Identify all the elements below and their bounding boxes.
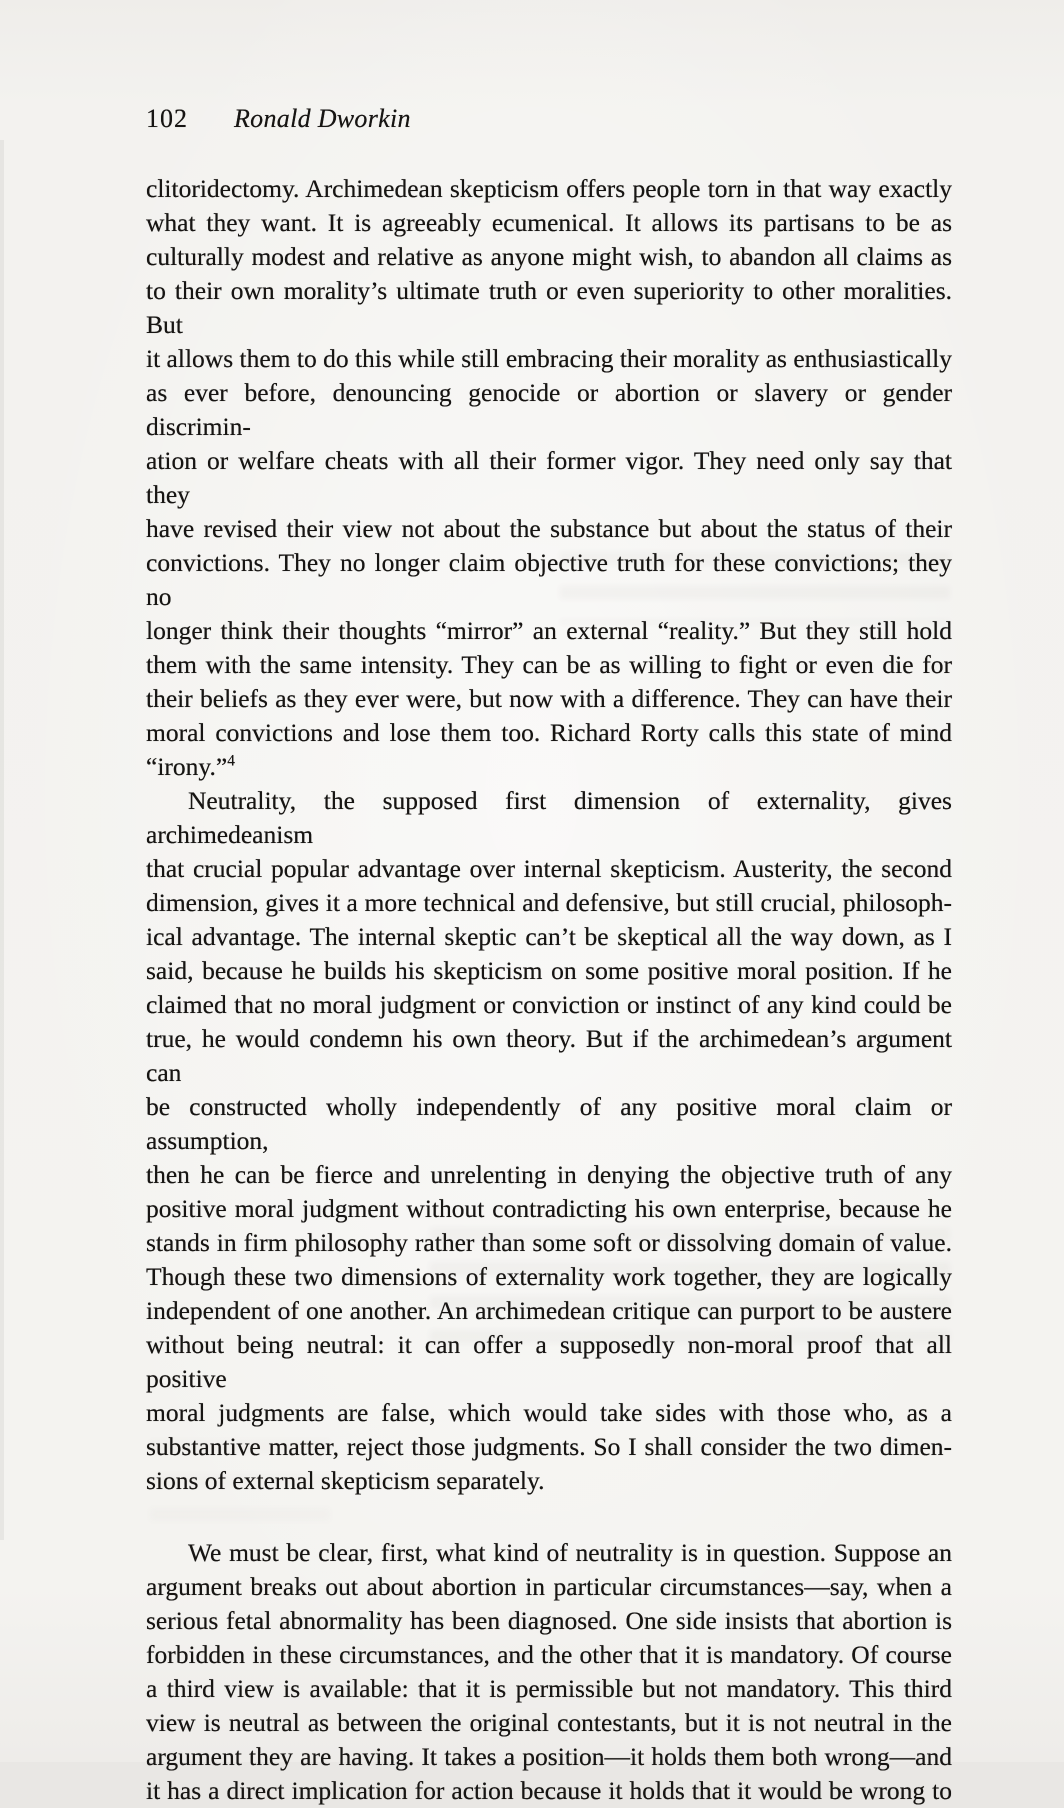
text-line: culturally modest and relative as anyone might wish, to abandon all claims as (146, 242, 952, 271)
text-line: argument they are having. It takes a position—it holds them both wrong—and (146, 1742, 952, 1771)
text-line: convictions. They no longer claim objective truth for these convictions; they no (146, 548, 952, 611)
text-line: that crucial popular advantage over internal skepticism. Austerity, the second (146, 854, 952, 883)
text-line: forbidden in these circumstances, and the other that it is mandatory. Of course (146, 1640, 952, 1669)
text-line: serious fetal abnormality has been diagnosed. One side insists that abortion is (146, 1606, 952, 1635)
text-line: true, he would condemn his own theory. But if the archimedean’s argument can (146, 1024, 952, 1087)
paragraph-1-closing: “irony.” (146, 752, 228, 781)
text-line: positive moral judgment without contradicting his own enterprise, because he (146, 1194, 952, 1223)
running-head: Ronald Dworkin (234, 104, 411, 133)
text-line: view is neutral as between the original contestants, but it is not neutral in the (146, 1708, 952, 1737)
text-line: longer think their thoughts “mirror” an external “reality.” But they still hold (146, 616, 952, 645)
text-line: a third view is available: that it is permissible but not mandatory. This third (146, 1674, 952, 1703)
text-line: moral convictions and lose them too. Richard Rorty calls this state of mind (146, 718, 952, 747)
text-line: said, because he builds his skepticism on some positive moral position. If he (146, 956, 952, 985)
text-line: independent of one another. An archimedean critique can purport to be austere (146, 1296, 952, 1325)
paragraph-2-lines (146, 784, 952, 1498)
text-line: Though these two dimensions of externality work together, they are logically (146, 1262, 952, 1291)
text-line: claimed that no moral judgment or conviction or instinct of any kind could be (146, 990, 952, 1019)
text-line: as ever before, denouncing genocide or abortion or slavery or gender discrimin- (146, 378, 952, 441)
scan-edge-artifact (0, 140, 4, 1540)
text-line: what they want. It is agreeably ecumenical. It allows its partisans to be as (146, 208, 952, 237)
page-number: 102 (146, 104, 188, 133)
text-line: ical advantage. The internal skeptic can’t be skeptical all the way down, as I (146, 922, 952, 951)
paragraph-3-lines (146, 1536, 952, 1808)
footnote-marker: 4 (227, 752, 235, 770)
text-line: then he can be fierce and unrelenting in denying the objective truth of any (146, 1160, 952, 1189)
text-block (146, 0, 952, 1808)
text-line: sions of external skepticism separately. (146, 1466, 545, 1495)
text-line: it has a direct implication for action because it holds that it would be wrong to (146, 1776, 952, 1805)
text-line: moral judgments are false, which would take sides with those who, as a (146, 1398, 952, 1427)
text-line: be constructed wholly independently of any positive moral claim or assumption, (146, 1092, 952, 1155)
text-line: argument breaks out about abortion in particular circumstances—say, when a (146, 1572, 952, 1601)
paragraph-1-lines (146, 172, 952, 750)
page-header (146, 102, 952, 136)
paragraph-2 (146, 784, 952, 1498)
body-text (146, 172, 952, 1808)
text-line: them with the same intensity. They can be as willing to fight or even die for (146, 650, 952, 679)
text-line: dimension, gives it a more technical and defensive, but still crucial, philosoph- (146, 888, 952, 917)
text-line: substantive matter, reject those judgments. So I shall consider the two dimen- (146, 1432, 952, 1461)
text-line: clitoridectomy. Archimedean skepticism offers people torn in that way exactly (146, 174, 952, 203)
text-line: stands in firm philosophy rather than some soft or dissolving domain of value. (146, 1228, 952, 1257)
text-line: ation or welfare cheats with all their former vigor. They need only say that they (146, 446, 952, 509)
text-line: Neutrality, the supposed first dimension of externality, gives archimedeanism (146, 786, 952, 849)
text-line (146, 750, 952, 784)
text-line: it allows them to do this while still embracing their morality as enthusiastically (146, 344, 952, 373)
text-line: to their own morality’s ultimate truth or even superiority to other moralities. But (146, 276, 952, 339)
text-line: without being neutral: it can offer a supposedly non-moral proof that all positive (146, 1330, 952, 1393)
text-line: their beliefs as they ever were, but now with a difference. They can have their (146, 684, 952, 713)
paragraph-1 (146, 172, 952, 784)
text-line: We must be clear, first, what kind of neutrality is in question. Suppose an (188, 1538, 952, 1567)
text-line: have revised their view not about the substance but about the status of their (146, 514, 952, 543)
paragraph-3 (146, 1536, 952, 1808)
